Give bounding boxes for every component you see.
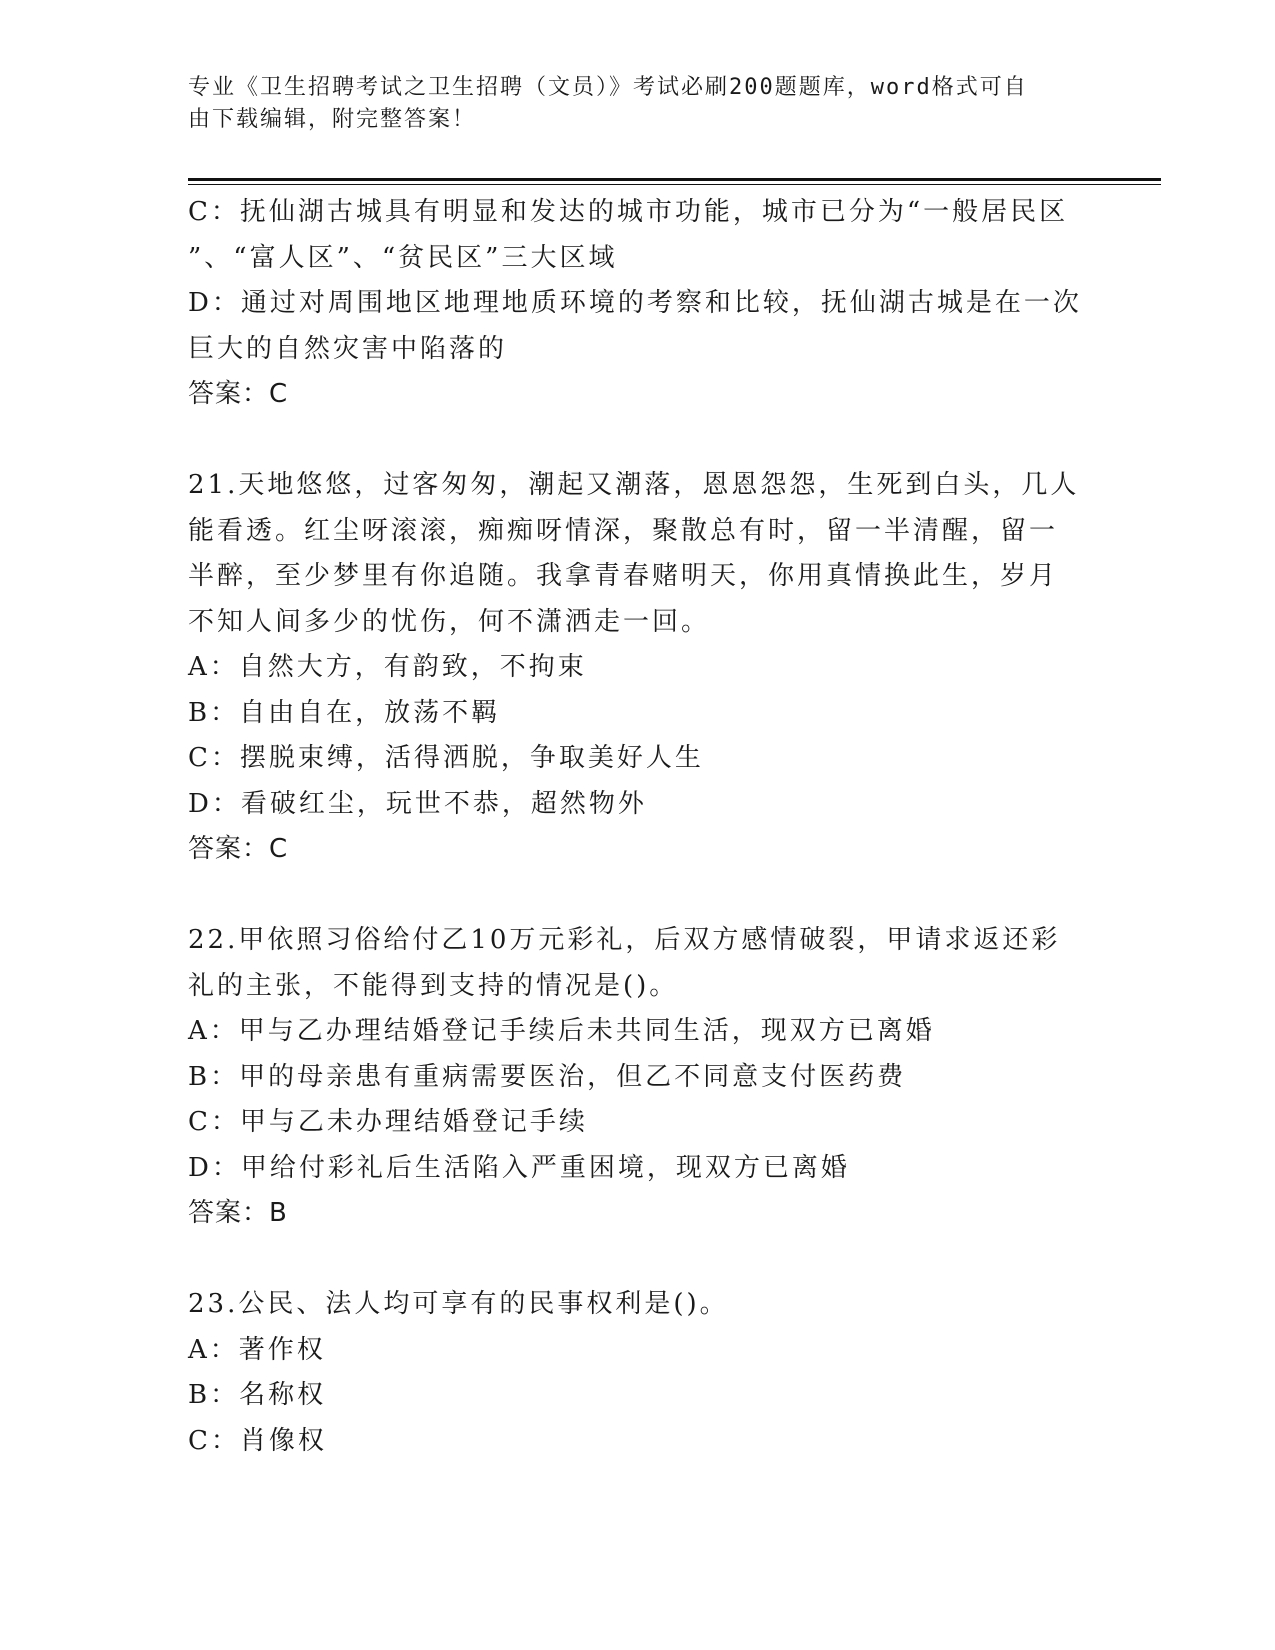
question-stem-cont: 礼的主张，不能得到支持的情况是()。: [188, 970, 679, 1001]
question-gap: [188, 873, 1088, 919]
option-c: C：摆脱束缚，活得洒脱，争取美好人生: [188, 743, 704, 773]
question-21: [188, 463, 1088, 873]
option-c: C：抚仙湖古城具有明显和发达的城市功能，城市已分为“一般居民区: [188, 197, 1069, 227]
question-20-continued: [188, 190, 1088, 418]
header-divider-thick: [188, 178, 1161, 181]
answer: 答案：B: [188, 1198, 288, 1228]
question-gap: [188, 1237, 1088, 1283]
question-stem-cont: 不知人间多少的忧伤，何不潇洒走一回。: [188, 606, 711, 637]
option-d: D：甲给付彩礼后生活陷入严重困境，现双方已离婚: [188, 1152, 850, 1183]
answer: 答案：C: [188, 834, 289, 864]
option-a: A：甲与乙办理结婚登记手续后未共同生活，现双方已离婚: [188, 1016, 935, 1046]
question-stem-cont: 半醉，至少梦里有你追随。我拿青春赌明天，你用真情换此生，岁月: [188, 561, 1059, 591]
option-c-cont: ”、“富人区”、“贫民区”三大区域: [188, 242, 618, 273]
header-divider-thin: [188, 184, 1161, 185]
option-b: B：自由自在，放荡不羁: [188, 697, 501, 728]
document-header: [188, 72, 1088, 136]
option-a: A：著作权: [188, 1334, 326, 1365]
option-b: B：甲的母亲患有重病需要医治，但乙不同意支付医药费: [188, 1061, 907, 1092]
option-d: D：看破红尘，玩世不恭，超然物外: [188, 788, 647, 819]
option-c: C：肖像权: [188, 1425, 327, 1456]
question-stem: 21.天地悠悠，过客匆匆，潮起又潮落，恩恩怨怨，生死到白头，几人: [188, 470, 1080, 500]
answer: 答案：C: [188, 379, 289, 409]
question-23: [188, 1282, 1088, 1464]
option-d-cont: 巨大的自然灾害中陷落的: [188, 333, 508, 364]
header-line-1: 专业《卫生招聘考试之卫生招聘（文员）》考试必刷200题题库，word格式可自: [188, 75, 1028, 100]
option-b: B：名称权: [188, 1380, 327, 1410]
question-stem: 23.公民、法人均可享有的民事权利是()。: [188, 1289, 729, 1319]
option-d: D：通过对周围地区地理地质环境的考察和比较，抚仙湖古城是在一次: [188, 288, 1082, 318]
question-22: [188, 918, 1088, 1237]
option-a: A：自然大方，有韵致，不拘束: [188, 652, 587, 682]
question-stem-cont: 能看透。红尘呀滚滚，痴痴呀情深，聚散总有时，留一半清醒，留一: [188, 515, 1059, 546]
document-body: [188, 190, 1088, 1464]
option-c: C：甲与乙未办理结婚登记手续: [188, 1107, 588, 1137]
question-gap: [188, 418, 1088, 464]
header-line-2: 由下载编辑，附完整答案！: [188, 107, 477, 132]
question-stem: 22.甲依照习俗给付乙10万元彩礼，后双方感情破裂，甲请求返还彩: [188, 925, 1061, 955]
